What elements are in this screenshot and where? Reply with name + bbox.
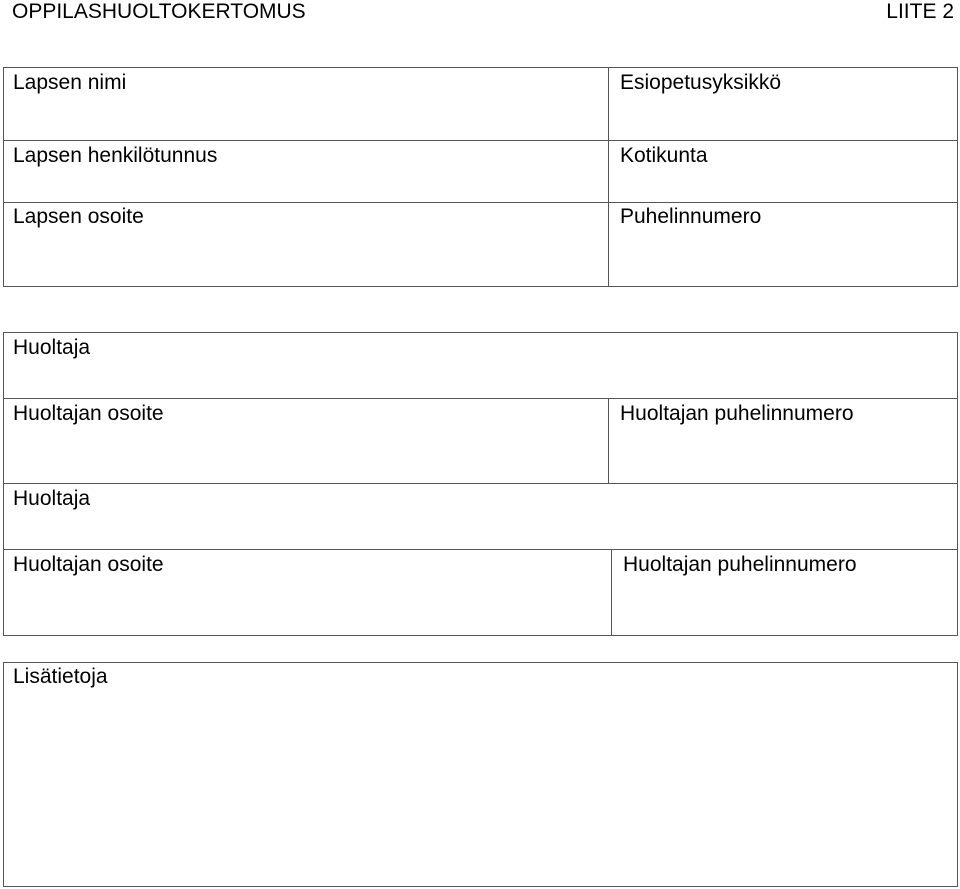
guardian-separator (3, 483, 958, 484)
additional-info-label: Lisätietoja (13, 665, 108, 688)
guardian-1-row-divider (3, 398, 958, 399)
guardian-1-label: Huoltaja (13, 336, 91, 359)
guardian-1-phone-label: Huoltajan puhelinnumero (620, 402, 854, 425)
additional-info-box (3, 662, 958, 887)
document-title: OPPILASHUOLTOKERTOMUS (12, 0, 306, 23)
guardian-2-address-label: Huoltajan osoite (13, 553, 164, 576)
attachment-label: LIITE 2 (886, 0, 954, 23)
guardian-2-row-divider (3, 549, 958, 550)
child-id-label: Lapsen henkilötunnus (13, 144, 218, 167)
child-phone-label: Puhelinnumero (620, 205, 762, 228)
preschool-unit-label: Esiopetusyksikkö (620, 71, 782, 94)
child-address-label: Lapsen osoite (13, 205, 144, 228)
child-row-divider-1 (3, 140, 958, 141)
guardian-2-phone-label: Huoltajan puhelinnumero (623, 553, 857, 576)
home-municipality-label: Kotikunta (620, 144, 708, 167)
guardian-2-column-divider (611, 549, 612, 636)
child-section-divider (608, 67, 609, 287)
guardian-1-address-label: Huoltajan osoite (13, 402, 164, 425)
guardian-1-column-divider (608, 398, 609, 484)
child-name-label: Lapsen nimi (13, 71, 127, 94)
child-row-divider-2 (3, 202, 958, 203)
child-info-section (3, 67, 958, 287)
guardian-2-label: Huoltaja (13, 487, 91, 510)
guardian-section (3, 332, 958, 636)
